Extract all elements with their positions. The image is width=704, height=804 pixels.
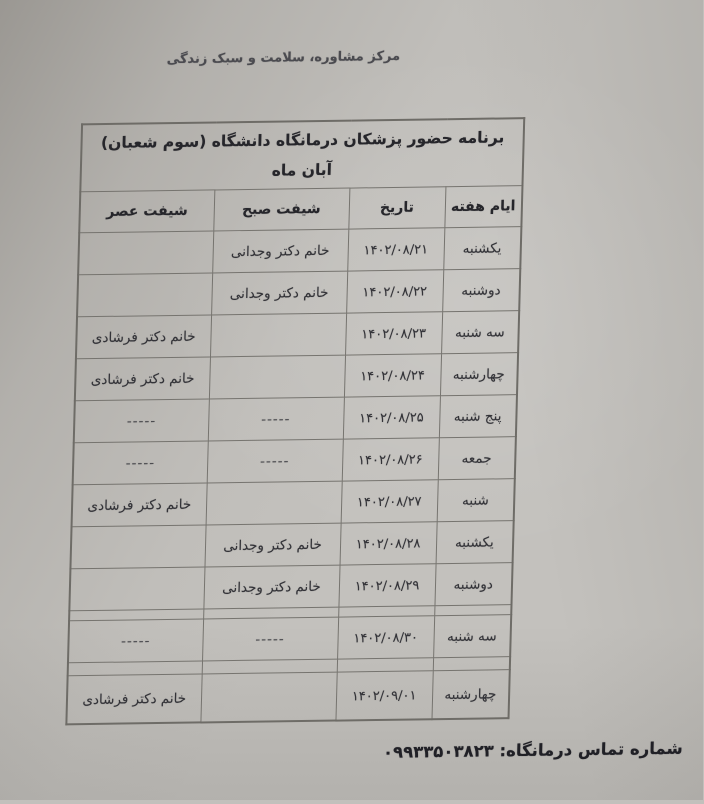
date-cell: ۱۴۰۲/۰۸/۲۵ (359, 409, 425, 426)
clinic-phone-note (384, 739, 684, 762)
morning-shift-cell: ----- (209, 397, 345, 441)
date-cell: ۱۴۰۲/۰۸/۲۹ (355, 577, 421, 594)
table-row (76, 353, 519, 401)
day-cell: دوشنبه (443, 269, 521, 312)
table-title (81, 118, 525, 192)
day-cell: چهارشنبه (441, 353, 519, 396)
morning-shift-cell: ----- (203, 617, 339, 661)
table-row (70, 563, 513, 611)
day-cell: سه شنبه (434, 615, 512, 658)
evening-shift-cell: خانم دکتر فرشادی (77, 315, 212, 359)
col-header-date: تاریخ (349, 187, 446, 229)
evening-shift-cell: ----- (74, 441, 209, 485)
date-cell: ۱۴۰۲/۰۸/۲۶ (358, 451, 424, 468)
day-cell: شنبه (438, 479, 516, 522)
clinic-schedule-table (66, 117, 526, 725)
table-title-row (81, 118, 525, 192)
day-cell: جمعه (439, 437, 517, 480)
clinic-phone-number: ۰۹۹۳۳۵۰۳۸۲۳ (383, 741, 496, 762)
evening-shift-cell (71, 525, 206, 569)
evening-shift-cell (70, 567, 205, 611)
day-cell: سه شنبه (442, 311, 520, 354)
date-cell: ۱۴۰۲/۰۸/۲۴ (360, 367, 427, 384)
center-name-note: مرکز مشاوره، سلامت و سبک زندگی (167, 48, 402, 68)
spacer-cell (434, 657, 511, 671)
day-cell: یکشنبه (444, 227, 522, 270)
table-row (75, 395, 518, 443)
table-row (67, 670, 510, 725)
morning-shift-cell: خانم دکتر وجدانی (206, 523, 342, 567)
col-header-day: ایام هفته (445, 186, 523, 228)
spacer-cell (338, 658, 434, 672)
evening-shift-cell: خانم دکتر فرشادی (67, 674, 202, 724)
table-header-row (80, 186, 523, 233)
evening-shift-cell: خانم دکتر فرشادی (76, 357, 211, 401)
evening-shift-cell: خانم دکتر فرشادی (73, 483, 208, 527)
clinic-phone-label: شماره تماس درمانگاه: (500, 738, 684, 761)
table-title-line2: آبان ماه (272, 160, 334, 180)
evening-shift-cell (78, 273, 213, 317)
col-header-morning-shift: شیفت صبح (214, 188, 350, 231)
date-cell: ۱۴۰۲/۰۹/۰۱ (352, 687, 418, 704)
evening-shift-cell: ----- (69, 619, 204, 663)
day-cell: دوشنبه (435, 563, 513, 606)
evening-shift-cell: ----- (75, 399, 210, 443)
table-row (74, 437, 517, 485)
table-row (77, 311, 520, 359)
date-cell: ۱۴۰۲/۰۸/۲۷ (357, 493, 423, 510)
morning-shift-cell: خانم دکتر وجدانی (213, 229, 349, 273)
morning-shift-cell (211, 313, 347, 357)
day-cell: یکشنبه (437, 521, 515, 564)
morning-shift-cell (207, 481, 343, 525)
evening-shift-cell (79, 231, 214, 275)
date-cell: ۱۴۰۲/۰۸/۲۲ (363, 283, 429, 300)
morning-shift-cell: خانم دکتر وجدانی (204, 565, 340, 609)
morning-shift-cell (210, 355, 346, 399)
table-row (79, 227, 522, 275)
table-title-line1: برنامه حضور پزشکان درمانگاه دانشگاه (سوم شعبان) (101, 128, 506, 152)
date-cell: ۱۴۰۲/۰۸/۲۸ (356, 535, 422, 552)
day-cell: چهارشنبه (433, 670, 511, 720)
table-row (69, 615, 512, 663)
col-header-evening-shift: شیفت عصر (80, 190, 215, 233)
morning-shift-cell (201, 672, 337, 722)
date-cell: ۱۴۰۲/۰۸/۲۱ (364, 241, 430, 258)
morning-shift-cell: خانم دکتر وجدانی (212, 271, 348, 315)
table-row (73, 479, 516, 527)
date-cell: ۱۴۰۲/۰۸/۲۳ (362, 325, 428, 342)
table-row (71, 521, 514, 569)
day-cell: پنج شنبه (440, 395, 518, 438)
morning-shift-cell: ----- (208, 439, 344, 483)
date-cell: ۱۴۰۲/۰۸/۳۰ (354, 629, 420, 646)
table-row (78, 269, 521, 317)
